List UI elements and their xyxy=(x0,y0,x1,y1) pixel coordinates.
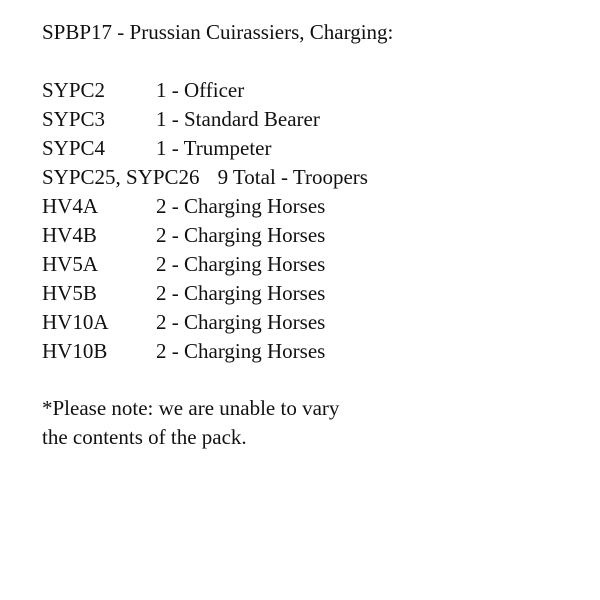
pack-item-row xyxy=(42,163,582,192)
pack-items-list xyxy=(42,76,582,366)
item-code: SYPC3 xyxy=(42,107,106,131)
pack-item-row xyxy=(42,221,582,250)
note-line-1: *Please note: we are unable to vary xyxy=(42,396,340,420)
pack-contents-document xyxy=(42,18,582,452)
item-description: 2 - Charging Horses xyxy=(156,310,326,334)
item-description: 2 - Charging Horses xyxy=(156,339,326,363)
pack-item-row xyxy=(42,192,582,221)
item-description: 2 - Charging Horses xyxy=(156,194,326,218)
item-code: SYPC25, SYPC26 xyxy=(42,165,200,189)
item-code: HV4B xyxy=(42,223,97,247)
pack-item-row xyxy=(42,337,582,366)
item-code: HV4A xyxy=(42,194,98,218)
item-code: SYPC4 xyxy=(42,136,106,160)
item-description: 1 - Standard Bearer xyxy=(156,107,320,131)
pack-item-row xyxy=(42,134,582,163)
item-code: SYPC2 xyxy=(42,78,106,102)
pack-item-row xyxy=(42,76,582,105)
pack-item-row xyxy=(42,105,582,134)
item-description: 2 - Charging Horses xyxy=(156,281,326,305)
item-description: 2 - Charging Horses xyxy=(156,252,326,276)
item-description: 1 - Trumpeter xyxy=(156,136,272,160)
note-line-2: the contents of the pack. xyxy=(42,425,247,449)
item-code: HV5A xyxy=(42,252,98,276)
item-description: 1 - Officer xyxy=(156,78,245,102)
pack-item-row xyxy=(42,279,582,308)
pack-title: SPBP17 - Prussian Cuirassiers, Charging: xyxy=(42,20,394,44)
item-code: HV5B xyxy=(42,281,97,305)
item-code: HV10A xyxy=(42,310,109,334)
pack-item-row xyxy=(42,308,582,337)
pack-note xyxy=(42,394,402,452)
item-code: HV10B xyxy=(42,339,108,363)
item-description: 2 - Charging Horses xyxy=(156,223,326,247)
pack-item-row xyxy=(42,250,582,279)
item-description: 9 Total - Troopers xyxy=(217,165,368,189)
